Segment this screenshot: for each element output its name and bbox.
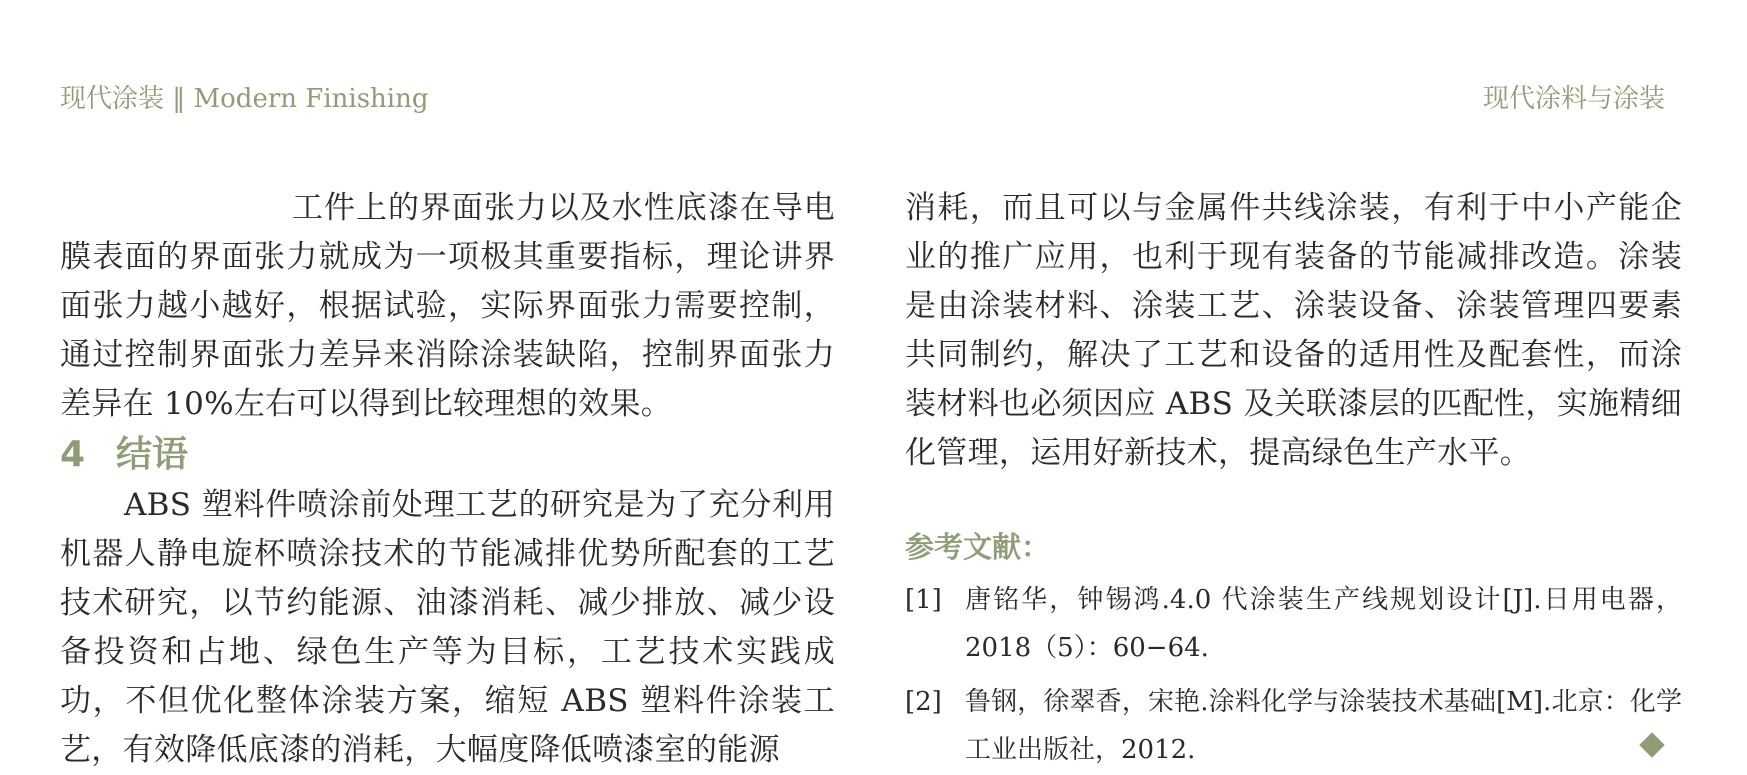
section-number: 4 [60, 434, 86, 475]
reference-number: [1] [905, 585, 942, 615]
body-paragraph: 工件上的界面张力以及水性底漆在导电膜表面的界面张力就成为一项极其重要指标，理论讲界面张力越小越好，根据试验，实际界面张力需要控制，通过控制界面张力差异来消除涂装缺陷，控制界面张力差异在 10%左右可以得到比较理想的效果。 [60, 190, 835, 422]
reference-text: 唐铭华，钟锡鸿.4.0 代涂装生产线规划设计[J].日用电器，2018（5）：60−64. [965, 585, 1682, 663]
reference-number: [2] [905, 687, 942, 717]
body-paragraph: ABS 塑料件喷涂前处理工艺的研究是为了充分利用机器人静电旋杯喷涂技术的节能减排优势所配套的工艺技术研究，以节约能源、油漆消耗、减少排放、减少设备投资和占地、绿色生产等为目标，工艺技术实践成功，不但优化整体涂装方案，缩短 ABS 塑料件涂装工艺，有效降低底漆的消耗，大幅度降低喷漆室的能源 [60, 487, 835, 768]
references-title: 参考文献： [905, 530, 1051, 564]
left-column [60, 184, 835, 775]
running-header-journal: 现代涂装 ‖ Modern Finishing [60, 84, 429, 114]
running-header-section: 现代涂料与涂装 [1482, 84, 1665, 114]
reference-item [905, 678, 1682, 774]
section-heading [60, 429, 835, 481]
section-title: 结语 [116, 434, 189, 475]
reference-item [905, 576, 1682, 672]
reference-text: 鲁钢，徐翠香，宋艳.涂料化学与涂装技术基础[M].北京：化学工业出版社，2012. [965, 687, 1682, 765]
right-column [905, 184, 1682, 774]
body-paragraph: 消耗，而且可以与金属件共线涂装，有利于中小产能企业的推广应用，也利于现有装备的节能减排改造。涂装是由涂装材料、涂装工艺、涂装设备、涂装管理四要素共同制约，解决了工艺和设备的适用性及配套性，而涂装材料也必须因应 ABS 及关联漆层的匹配性，实施精细化管理，运用好新技术，提高绿色生产水平。 [905, 190, 1682, 471]
